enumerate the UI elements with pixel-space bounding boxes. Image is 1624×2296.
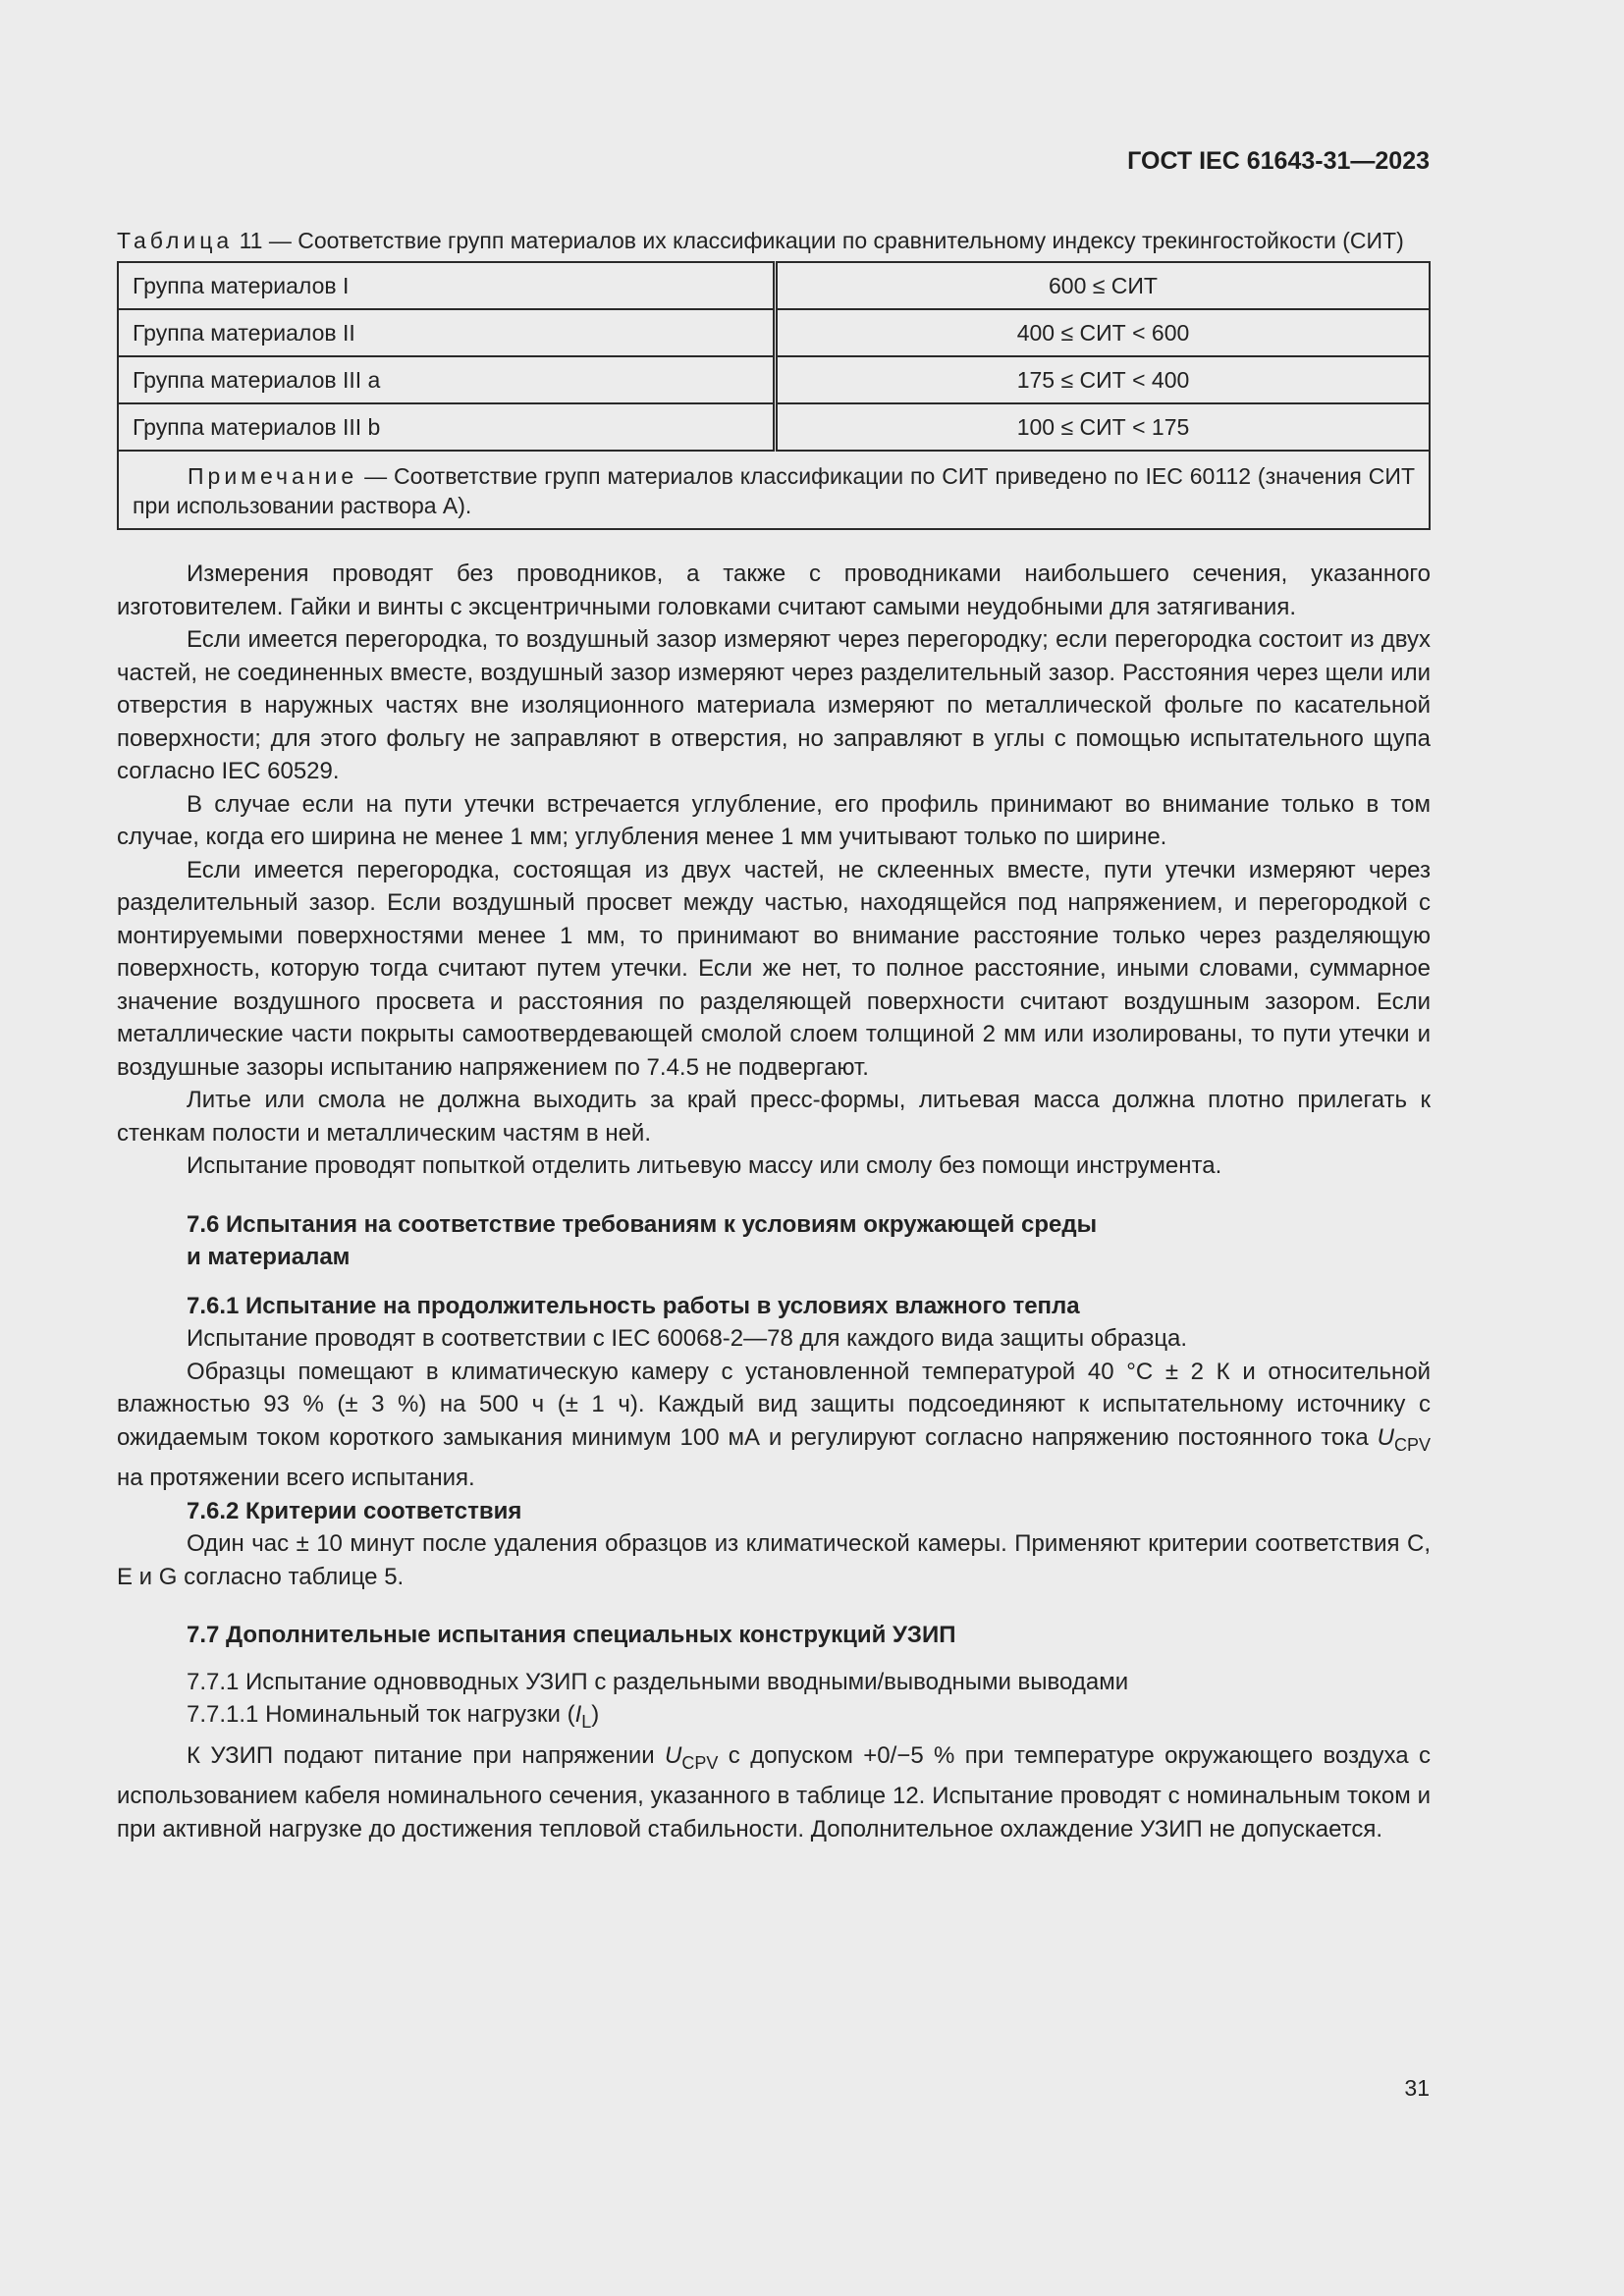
paragraph xyxy=(117,1739,1431,1846)
paragraph: Измерения проводят без проводников, а также с проводниками наибольшего сечения, указанного изготовителем. Гайки и винты с эксцентричными головками считают самыми неудобными для затягивания. xyxy=(117,561,1431,620)
subsection-heading-7-7-1: 7.7.1 Испытание одновводных УЗИП с раздельными вводными/выводными выводами xyxy=(187,1668,1129,1695)
voltage-symbol: U xyxy=(665,1741,682,1769)
table-row xyxy=(118,309,1430,356)
paragraph: Литье или смола не должна выходить за край пресс-формы, литьевая масса должна плотно прилегать к стенкам полости и металлическим частям в ней. xyxy=(117,1087,1431,1147)
subsection-text: ) xyxy=(591,1701,600,1728)
table-caption-label: Таблица xyxy=(117,228,234,253)
body-text xyxy=(117,558,1431,1845)
section-heading-7-6 xyxy=(117,1208,1431,1274)
paragraph-text: на протяжении всего испытания. xyxy=(117,1465,475,1491)
materials-table xyxy=(117,261,1431,530)
paragraph: Если имеется перегородка, состоящая из двух частей, не склеенных вместе, пути утечки измеряют через разделительный зазор. Если воздушный просвет между частью, находящейся под напряжением, и перегородкой с монтируемыми поверхностями менее 1 мм, то принимают во внимание расстояние только через разделяющую поверхность, которую тогда считают путем утечки. Если же нет, то полное расстояние, иными словами, суммарное значение воздушного просвета и расстояния по разделяющей поверхности считают воздушным зазором. Если металлические части покрыты самоотвердевающей смолой слоем толщиной 2 мм или изолированы, то пути утечки и воздушные зазоры испытанию напряжением по 7.4.5 не подвергают. xyxy=(117,856,1431,1081)
subsection-heading-7-7-1-1 xyxy=(117,1698,1431,1739)
table-note-cell xyxy=(118,451,1430,529)
voltage-symbol: U xyxy=(1377,1423,1394,1451)
section-heading-line: и материалам xyxy=(187,1244,351,1270)
paragraph-text: К УЗИП подают питание при напряжении xyxy=(187,1741,666,1769)
paragraph: Испытание проводят попыткой отделить литьевую массу или смолу без помощи инструмента. xyxy=(187,1152,1222,1179)
voltage-subscript: CPV xyxy=(1393,1434,1431,1455)
section-heading-line: 7.6 Испытания на соответствие требованиям к условиям окружающей среды xyxy=(187,1210,1098,1238)
material-group-cell: Группа материалов III a xyxy=(118,356,776,403)
table-row xyxy=(118,356,1430,403)
current-symbol: I xyxy=(574,1701,582,1728)
material-group-cell: Группа материалов II xyxy=(118,309,776,356)
paragraph: В случае если на пути утечки встречается углубление, его профиль принимают во внимание только в том случае, когда его ширина не менее 1 мм; углубления менее 1 мм учитывают только по ширине. xyxy=(117,790,1431,850)
page-content xyxy=(117,226,1431,1845)
paragraph: Если имеется перегородка, то воздушный зазор измеряют через перегородку; если перегородка состоит из двух частей, не соединенных вместе, воздушный зазор измеряют через разделительный зазор. Расстояния через щели или отверстия в наружных частях вне изоляционного материала измеряют по металлической фольге по касательной поверхности; для этого фольгу не заправляют в отверстия, но заправляют в углы с помощью испытательного щупа согласно IEC 60529. xyxy=(117,626,1431,784)
section-heading-7-6-2: 7.6.2 Критерии соответствия xyxy=(187,1497,522,1524)
current-subscript: L xyxy=(581,1712,592,1732)
paragraph: Испытание проводят в соответствии с IEC 60068-2—78 для каждого вида защиты образца. xyxy=(187,1325,1188,1352)
page-number: 31 xyxy=(1404,2075,1430,2101)
voltage-subscript: CPV xyxy=(681,1752,719,1773)
table-row xyxy=(118,262,1430,309)
paragraph xyxy=(117,1356,1431,1495)
table-row xyxy=(118,403,1430,451)
cti-range-cell: 400 ≤ СИТ < 600 xyxy=(776,309,1431,356)
paragraph-text: Образцы помещают в климатическую камеру с установленной температурой 40 °С ± 2 К и относительной влажностью 93 % (± 3 %) на 500 ч (± 1 ч). Каждый вид защиты подсоединяют к испытательному источнику с ожидаемым током короткого замыкания минимум 100 мА и регулируют согласно напряжению постоянного тока xyxy=(117,1358,1431,1451)
table-note-row xyxy=(118,451,1430,529)
table-caption xyxy=(117,226,1431,255)
paragraph-text: с допуском +0/−5 % при температуре окружающего воздуха с использованием кабеля номинального сечения, указанного в таблице 12. Испытание проводят с номинальным током и при активной нагрузке до достижения тепловой стабильности. Дополнительное охлаждение УЗИП не допускается. xyxy=(117,1741,1431,1842)
cti-range-cell: 175 ≤ СИТ < 400 xyxy=(776,356,1431,403)
section-heading-7-6-1: 7.6.1 Испытание на продолжительность работы в условиях влажного тепла xyxy=(187,1292,1080,1319)
standard-id-header: ГОСТ IEC 61643-31—2023 xyxy=(1127,147,1430,175)
table-note-text: — Соответствие групп материалов классификации по СИТ приведено по IEC 60112 (значения СИТ при использовании раствора А). xyxy=(133,463,1415,518)
material-group-cell: Группа материалов I xyxy=(118,262,776,309)
subsection-text: 7.7.1.1 Номинальный ток нагрузки ( xyxy=(187,1701,575,1728)
section-heading-7-7: 7.7 Дополнительные испытания специальных конструкций УЗИП xyxy=(187,1622,956,1648)
material-group-cell: Группа материалов III b xyxy=(118,403,776,451)
paragraph: Один час ± 10 минут после удаления образцов из климатической камеры. Применяют критерии соответствия С, Е и G согласно таблице 5. xyxy=(117,1530,1431,1590)
cti-range-cell: 600 ≤ СИТ xyxy=(776,262,1431,309)
cti-range-cell: 100 ≤ СИТ < 175 xyxy=(776,403,1431,451)
table-note-label: Примечание xyxy=(188,463,358,489)
table-caption-text: 11 — Соответствие групп материалов их классификации по сравнительному индексу трекингостойкости (СИТ) xyxy=(233,228,1404,253)
